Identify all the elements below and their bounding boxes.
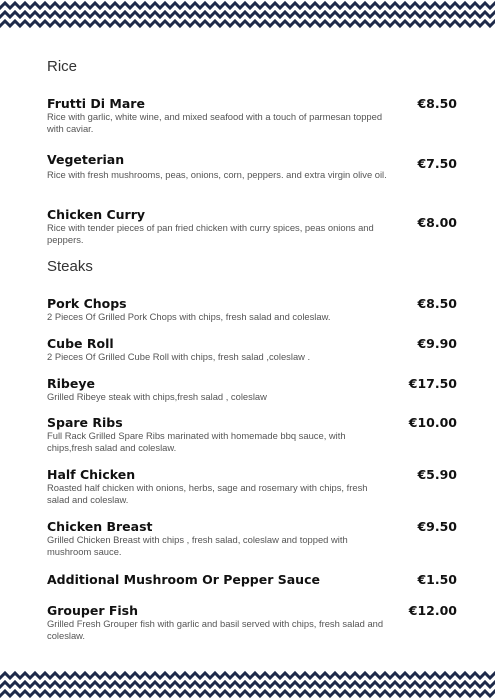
zigzag-line xyxy=(0,691,495,696)
item-price: €8.00 xyxy=(417,215,457,230)
section-title-steaks: Steaks xyxy=(47,258,93,275)
item-description: Rice with tender pieces of pan fried chicken with curry spices, peas onions and peppers. xyxy=(47,222,374,245)
item-price: €12.00 xyxy=(408,603,457,618)
item-name: Spare Ribs xyxy=(47,415,123,430)
item-description: Grilled Chicken Breast with chips , fresh salad, coleslaw and topped with mushroom sauce. xyxy=(47,534,348,557)
item-description: Rice with garlic, white wine, and mixed seafood with a touch of parmesan topped with caviar. xyxy=(47,111,383,134)
item-name: Grouper Fish xyxy=(47,603,139,618)
menu-item xyxy=(47,572,457,587)
item-name: Vegeterian xyxy=(47,152,125,167)
bottom-zigzag-border xyxy=(0,668,495,700)
item-name: Chicken Curry xyxy=(47,207,146,222)
menu-item xyxy=(47,415,457,454)
menu-item xyxy=(47,296,457,323)
top-zigzag-border xyxy=(0,0,495,30)
item-description: Roasted half chicken with onions, herbs, sage and rosemary with chips, fresh salad and coleslaw. xyxy=(47,482,368,505)
item-name: Additional Mushroom Or Pepper Sauce xyxy=(47,572,320,587)
zigzag-line xyxy=(0,682,495,687)
menu-item xyxy=(47,467,457,506)
item-price: €7.50 xyxy=(417,156,457,171)
item-name: Pork Chops xyxy=(47,296,127,311)
item-price: €5.90 xyxy=(417,467,457,482)
menu-item xyxy=(47,96,457,135)
item-description: 2 Pieces Of Grilled Cube Roll with chips, fresh salad ,coleslaw . xyxy=(47,351,311,362)
item-price: €10.00 xyxy=(408,415,457,430)
item-name: Ribeye xyxy=(47,376,95,391)
item-name: Chicken Breast xyxy=(47,519,153,534)
item-price: €8.50 xyxy=(417,296,457,311)
zigzag-line xyxy=(0,673,495,678)
menu-item xyxy=(47,603,457,642)
item-price: €8.50 xyxy=(417,96,457,111)
item-name: Frutti Di Mare xyxy=(47,96,145,111)
menu-item xyxy=(47,152,457,181)
item-name: Cube Roll xyxy=(47,336,114,351)
item-description: 2 Pieces Of Grilled Pork Chops with chips, fresh salad and coleslaw. xyxy=(47,311,331,322)
menu-item xyxy=(47,207,457,246)
item-price: €1.50 xyxy=(417,572,457,587)
item-name: Half Chicken xyxy=(47,467,136,482)
item-price: €9.50 xyxy=(417,519,457,534)
menu-item xyxy=(47,336,457,363)
item-description: Grilled Fresh Grouper fish with garlic and basil served with chips, fresh salad and coleslaw. xyxy=(47,618,384,641)
zigzag-line xyxy=(0,21,495,26)
menu-item xyxy=(47,376,457,403)
menu-item xyxy=(47,519,457,558)
section-title-rice: Rice xyxy=(47,58,78,75)
item-price: €9.90 xyxy=(417,336,457,351)
item-price: €17.50 xyxy=(408,376,457,391)
zigzag-line xyxy=(0,3,495,8)
item-description: Rice with fresh mushrooms, peas, onions, corn, peppers. and extra virgin olive oil. xyxy=(47,169,387,180)
item-description: Full Rack Grilled Spare Ribs marinated with homemade bbq sauce, with chips,fresh salad and coleslaw. xyxy=(47,430,346,453)
zigzag-line xyxy=(0,12,495,17)
item-description: Grilled Ribeye steak with chips,fresh salad , coleslaw xyxy=(47,391,267,402)
